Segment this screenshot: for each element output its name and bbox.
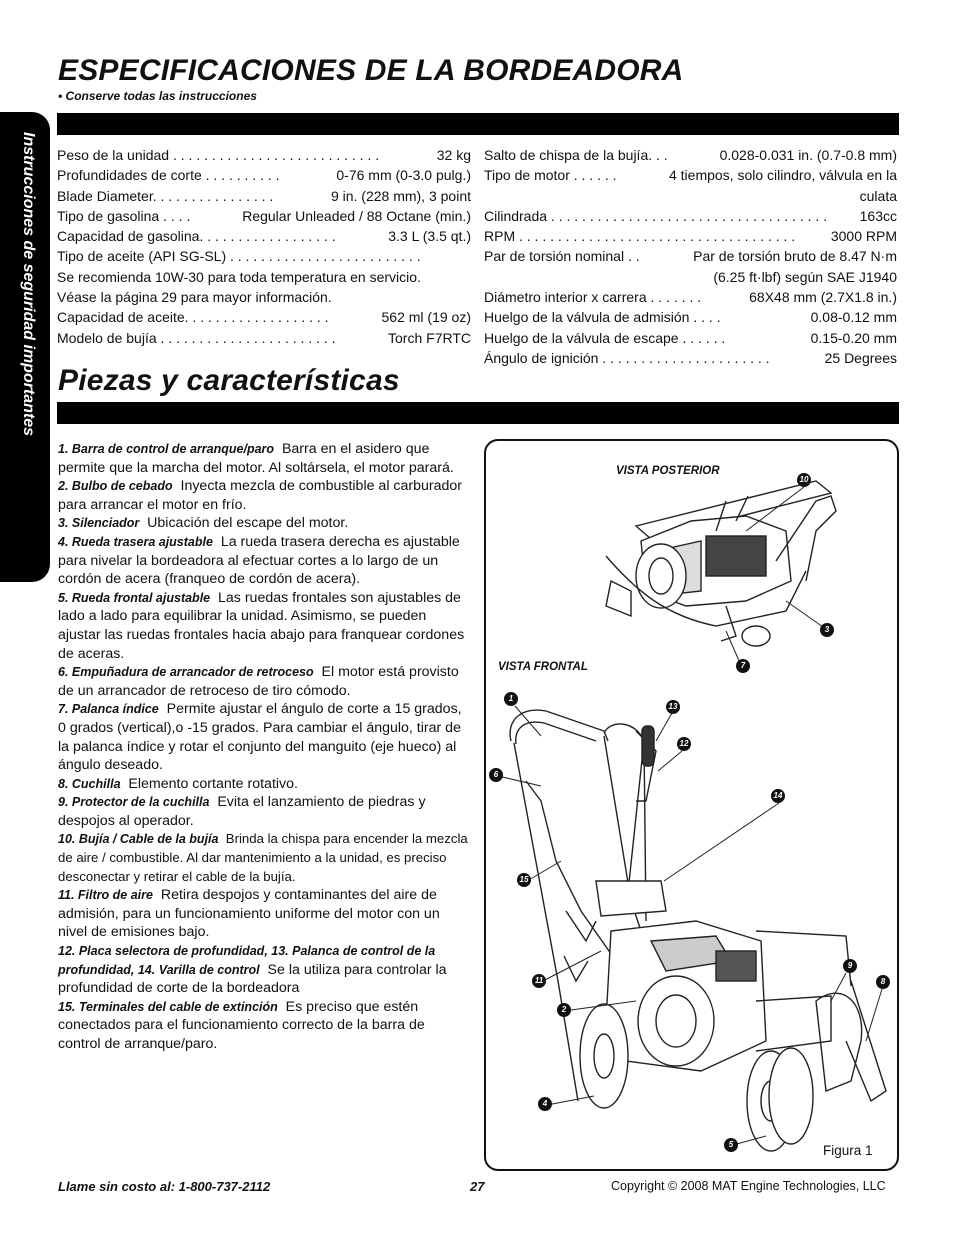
list-item: 11. Filtro de aire Retira despojos y contaminantes del aire de admisión, para un funcionamiento uniforme del motor con un nivel de emisiones bajo. <box>58 887 440 941</box>
list-item: 1. Barra de control de arranque/paro Barra en el asidero que permite que la marcha del motor. Al soltársela, el motor parará. <box>58 441 454 476</box>
list-item: 2. Bulbo de cebado Inyecta mezcla de combustible al carburador para arrancar el motor en frío. <box>58 478 463 513</box>
list-item: 10. Bujía / Cable de la bujía Brinda la chispa para encender la mezcla de aire / combustible. Al dar mantenimiento a la unidad, es preciso desconectar y retirar el cable de la bujía. <box>58 831 468 884</box>
callout-3: 3 <box>820 623 834 637</box>
callout-14: 14 <box>771 789 785 803</box>
specs-right <box>484 145 897 368</box>
section-title: Piezas y características <box>58 364 400 397</box>
list-item: 6. Empuñadura de arrancador de retroceso El motor está provisto de un arrancador de retroceso de tiro cómodo. <box>58 664 459 699</box>
footer-phone: Llame sin costo al: 1-800-737-2112 <box>58 1179 271 1194</box>
list-item: 7. Palanca índice Permite ajustar el ángulo de corte a 15 grados, 0 grados (vertical),o -15 grados. Para cambiar el ángulo, tirar de la palanca índice y rotar el conjunto del manguito (eje hueco) al ángulo deseado. <box>58 701 462 774</box>
spec-row: Huelgo de la válvula de escape . . . . . . 0.15-0.20 mm <box>484 329 897 346</box>
spec-row: Peso de la unidad . . . . . . . . . . . . . . . . . . . . . . . . . . . 32 kg <box>57 147 471 163</box>
callout-10: 10 <box>797 473 811 487</box>
list-item: 12. Placa selectora de profundidad, 13. Palanca de control de la profundidad, 14. Varilla de control Se la utiliza para controlar la profundidad de corte de la bordeadora <box>58 944 447 997</box>
spec-continuation: culata <box>859 187 897 204</box>
callout-12: 12 <box>677 737 691 751</box>
spec-row: Blade Diameter. . . . . . . . . . . . . . . . 9 in. (228 mm), 3 point <box>57 187 471 204</box>
section-bar-parts <box>57 402 899 424</box>
callout-5: 5 <box>724 1138 738 1152</box>
callout-8: 8 <box>876 975 890 989</box>
page-subtitle: • Conserve todas las instrucciones <box>58 89 257 103</box>
section-bar-specs <box>57 113 899 135</box>
spec-row: Tipo de gasolina . . . . Regular Unleaded / 88 Octane (min.) <box>57 207 471 224</box>
spec-row: Capacidad de gasolina. . . . . . . . . . . . . . . . . . 3.3 L (3.5 qt.) <box>57 228 471 245</box>
list-item: 3. Silenciador Ubicación del escape del motor. <box>58 515 349 532</box>
spec-row: Cilindrada . . . . . . . . . . . . . . . . . . . . . . . . . . . . . . . . . . . . 163cc <box>484 207 897 224</box>
spec-row: Modelo de bujía . . . . . . . . . . . . . . . . . . . . . . . Torch F7RTC <box>57 329 471 346</box>
callout-4: 4 <box>538 1097 552 1111</box>
page-title: ESPECIFICACIONES DE LA BORDEADORA <box>58 54 684 87</box>
side-tab-label: Instrucciones de seguridad importantes <box>20 132 37 437</box>
list-item: 15. Terminales del cable de extinción Es preciso que estén conectados para el funcionamiento correcto de la barra de control de arranque/paro. <box>58 998 425 1052</box>
callout-6: 6 <box>489 768 503 782</box>
footer-copyright: Copyright © 2008 MAT Engine Technologies, LLC <box>611 1179 886 1193</box>
page-number: 27 <box>470 1179 485 1194</box>
callout-11: 11 <box>532 974 546 988</box>
spec-row: Salto de chispa de la bujía. . . 0.028-0.031 in. (0.7-0.8 mm) <box>484 147 897 163</box>
callout-1: 1 <box>504 692 518 706</box>
callout-15: 15 <box>517 873 531 887</box>
spec-row: Profundidades de corte . . . . . . . . . . 0-76 mm (0-3.0 pulg.) <box>57 167 471 184</box>
spec-row: Huelgo de la válvula de admisión . . . . 0.08-0.12 mm <box>484 309 897 326</box>
spec-row: Tipo de motor . . . . . . 4 tiempos, solo cilindro, válvula en la <box>484 167 897 184</box>
spec-row: Ángulo de ignición . . . . . . . . . . . . . . . . . . . . . . 25 Degrees <box>484 349 897 366</box>
spec-note: Se recomienda 10W-30 para toda temperatura en servicio. <box>57 268 421 285</box>
front-view-drawing <box>510 710 886 1151</box>
list-item: 4. Rueda trasera ajustable La rueda trasera derecha es ajustable para nivelar la bordeadora al efectuar cortes a lo largo de un cordón de acera (franqueo de cordón de acera). <box>58 533 460 588</box>
callout-13: 13 <box>666 700 680 714</box>
callout-7: 7 <box>736 659 750 673</box>
list-item: 8. Cuchilla Elemento cortante rotativo. <box>58 775 298 792</box>
rear-view-label: VISTA POSTERIOR <box>616 465 720 477</box>
rear-view-drawing <box>606 481 836 646</box>
callout-9: 9 <box>843 959 857 973</box>
front-view-label: VISTA FRONTAL <box>498 661 588 673</box>
list-item: 9. Protector de la cuchilla Evita el lanzamiento de piedras y despojos al operador. <box>58 794 426 829</box>
edger-illustration <box>486 441 897 1169</box>
list-item: 5. Rueda frontal ajustable Las ruedas frontales son ajustables de lado a lado para equilibrar la unidad. Asimismo, se pueden ajustar las ruedas frontales hacia abajo para franquear cordones de aceras. <box>58 589 465 662</box>
spec-row: Tipo de aceite (API SG-SL) . . . . . . . . . . . . . . . . . . . . . . . . . <box>57 248 421 265</box>
figure-caption: Figura 1 <box>823 1143 873 1158</box>
spec-row: Par de torsión nominal . . Par de torsión bruto de 8.47 N·m <box>484 248 897 265</box>
side-tab <box>0 112 50 582</box>
callout-2: 2 <box>557 1003 571 1017</box>
spec-row: RPM . . . . . . . . . . . . . . . . . . . . . . . . . . . . . . . . . . . . 3000 RPM <box>484 228 897 245</box>
figure-box <box>484 439 899 1171</box>
spec-note: Véase la página 29 para mayor información. <box>57 289 332 306</box>
parts-list <box>58 440 470 1054</box>
spec-continuation: (6.25 ft·lbf) según SAE J1940 <box>713 268 897 285</box>
spec-row: Capacidad de aceite. . . . . . . . . . . . . . . . . . . 562 ml (19 oz) <box>57 309 471 326</box>
spec-row: Diámetro interior x carrera . . . . . . . 68X48 mm (2.7X1.8 in.) <box>484 289 897 306</box>
specs-left <box>57 145 471 348</box>
